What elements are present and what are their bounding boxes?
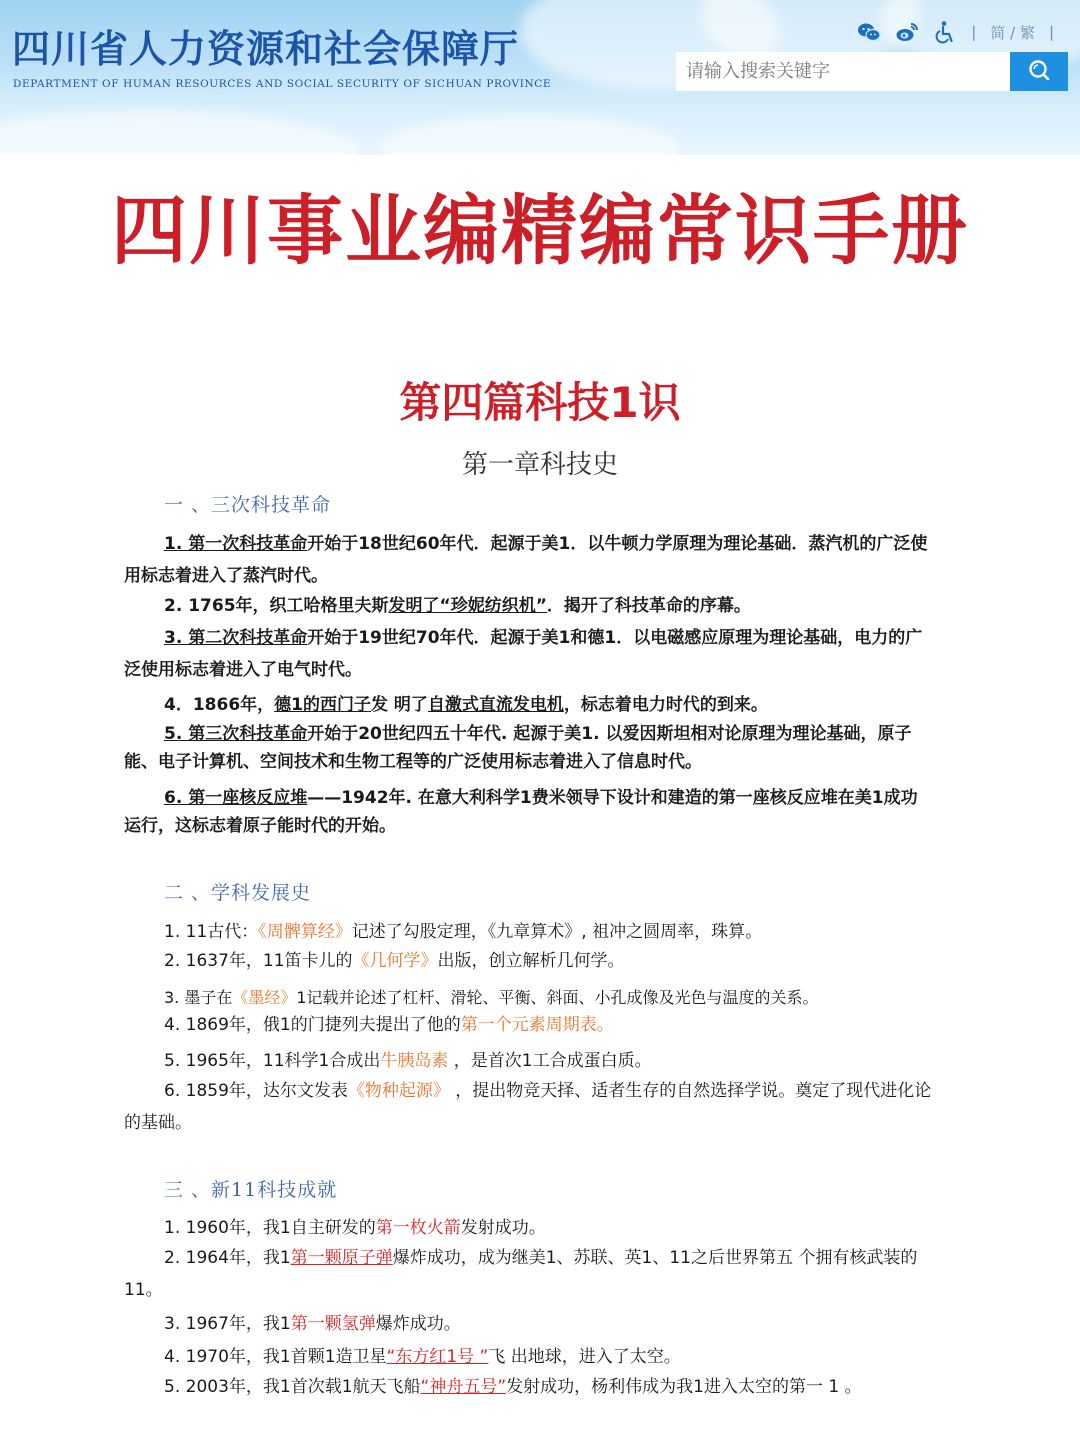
paragraph — [124, 784, 934, 840]
accessibility-icon[interactable] — [933, 20, 957, 44]
text: 4. 1970年，我1首颗1造卫星 — [164, 1347, 387, 1367]
highlight: 第一个元素周期表。 — [460, 1015, 614, 1035]
site-header — [0, 0, 1080, 155]
paragraph — [124, 689, 934, 721]
part-title: 第四篇科技1识 — [399, 378, 681, 427]
keyword: 德1的西门子 — [274, 695, 371, 715]
text: 4. 1869年，俄1的门捷列夫提出了他的 — [164, 1015, 461, 1035]
keyword: 发明了“珍妮纺织机” — [388, 596, 547, 616]
text: 飞 出地球，进入了太空。 — [488, 1347, 681, 1367]
highlight: 牛胰岛素 — [380, 1051, 449, 1071]
search-input[interactable] — [676, 52, 1010, 91]
language-switch[interactable]: 简 / 繁 — [990, 23, 1035, 42]
text: 6. 1859年，达尔文发表 — [164, 1081, 348, 1101]
search-button[interactable] — [1010, 52, 1068, 91]
text: 开始于18世纪60年代．起源于美1．以牛顿力学原理为理论基础．蒸汽机的广泛使用标志着进入了蒸汽时代。 — [124, 534, 928, 586]
paragraph — [164, 1045, 934, 1077]
weibo-icon[interactable] — [895, 20, 919, 44]
toolbar-separator: | — [971, 23, 977, 41]
text: ，标志着电力时代的到来。 — [563, 695, 768, 715]
paragraph — [124, 590, 934, 622]
search-icon — [1027, 58, 1051, 85]
paragraph — [164, 916, 934, 948]
highlight: “东方红1号 ” — [386, 1347, 489, 1367]
keyword: 6. 第一座核反应堆 — [164, 788, 308, 808]
text: ．揭开了科技革命的序幕。 — [546, 596, 751, 616]
text: 5. 2003年，我1首次载1航天飞船 — [164, 1377, 421, 1397]
text: 1. 1960年，我1自主研发的 — [164, 1218, 376, 1238]
text: 开始于20世纪四五十年代. 起源于美1. 以爱因斯坦相对论原理为理论基础，原子能、电子计算机、空间技术和生物工程等的广泛使用标志着进入了信息时代。 — [124, 724, 912, 772]
text: 3. 墨子在 — [164, 988, 233, 1007]
paragraph — [164, 1341, 934, 1373]
text: ——1942年. 在意大利科学1费米领导下设计和建造的第一座核反应堆在美1成功运行，这标志着原子能时代的开始。 — [124, 788, 918, 836]
keyword: 3. 第二次科技革命 — [164, 628, 308, 648]
search-bar — [676, 52, 1068, 91]
highlight: 《几何学》 — [352, 951, 438, 971]
text: 2. 1964年，我1 — [164, 1248, 291, 1268]
section-heading: 二 、学科发展史 — [164, 882, 312, 904]
text: 1记载并论述了杠杆、滑轮、平衡、斜面、小孔成像及光色与温度的关系。 — [296, 988, 819, 1007]
paragraph — [124, 622, 934, 686]
section-heading: 三 、新11科技成就 — [164, 1179, 338, 1201]
text: 爆炸成功。 — [375, 1314, 461, 1334]
highlight: 《周髀算经》 — [258, 922, 352, 942]
highlight: 《墨经》 — [232, 988, 297, 1007]
text: 2. 1765年，织工哈格里夫斯 — [164, 596, 389, 616]
paragraph — [124, 528, 934, 592]
text: 2. 1637年，11笛卡儿的 — [164, 951, 353, 971]
paragraph — [124, 1075, 934, 1139]
text: 出版，创立解析几何学。 — [437, 951, 625, 971]
text: 爆炸成功，成为继美1、苏联、英1、11之后世界第五 个拥有核武装的11。 — [124, 1248, 918, 1300]
site-title[interactable]: 四川省人力资源和社会保障厅 — [12, 26, 520, 71]
highlight: 第一枚火箭 — [375, 1218, 461, 1238]
highlight: 《物种起源》 — [347, 1081, 450, 1101]
paragraph — [124, 1242, 934, 1306]
paragraph — [124, 1371, 934, 1403]
section-heading: 一 、三次科技革命 — [164, 494, 332, 516]
highlight: 第一颗氢弹 — [290, 1314, 376, 1334]
site-subtitle: DEPARTMENT OF HUMAN RESOURCES AND SOCIAL SECURITY OF SICHUAN PROVINCE — [13, 78, 552, 90]
text: ，是首次1工合成蛋白质。 — [448, 1051, 652, 1071]
keyword: 1. 第一次科技革命 — [164, 534, 308, 554]
text: 4．1866年， — [164, 695, 275, 715]
header-toolbar — [857, 20, 1054, 44]
chapter-title: 第一章科技史 — [461, 450, 618, 480]
wechat-icon[interactable] — [857, 20, 881, 44]
text: 记述了勾股定理，《九章算术》, 祖冲之圆周率，珠算。 — [351, 922, 763, 942]
text: ，提出物竞天择、适者生存的自然选择学说。奠定了现代进化论的基础。 — [124, 1081, 932, 1133]
paragraph — [124, 720, 934, 776]
text: 开始于19世纪70年代．起源于美1和德1．以电磁感应原理为理论基础，电力的广泛使用标志着进入了电气时代。 — [124, 628, 923, 680]
text: 5. 1965年，11科学1合成出 — [164, 1051, 381, 1071]
highlight: 第一颗原子弹 — [290, 1248, 393, 1268]
highlight: “神舟五号” — [420, 1377, 507, 1397]
toolbar-separator: | — [1048, 23, 1054, 41]
text: 3. 1967年，我1 — [164, 1314, 291, 1334]
paragraph — [164, 1212, 934, 1244]
keyword: 5. 第三次科技革命 — [164, 724, 308, 744]
text: 发 明了 — [371, 695, 428, 715]
text: 发射成功。 — [460, 1218, 546, 1238]
paragraph — [164, 1308, 934, 1340]
text: 发射成功，杨利伟成为我1进入太空的第一 1 。 — [506, 1377, 862, 1397]
text: 1. 11古代： — [164, 922, 259, 942]
paragraph — [164, 945, 934, 977]
handbook-title: 四川事业编精编常识手册 — [111, 186, 969, 275]
paragraph — [164, 1009, 934, 1041]
keyword: 自激式直流发电机 — [427, 695, 564, 715]
